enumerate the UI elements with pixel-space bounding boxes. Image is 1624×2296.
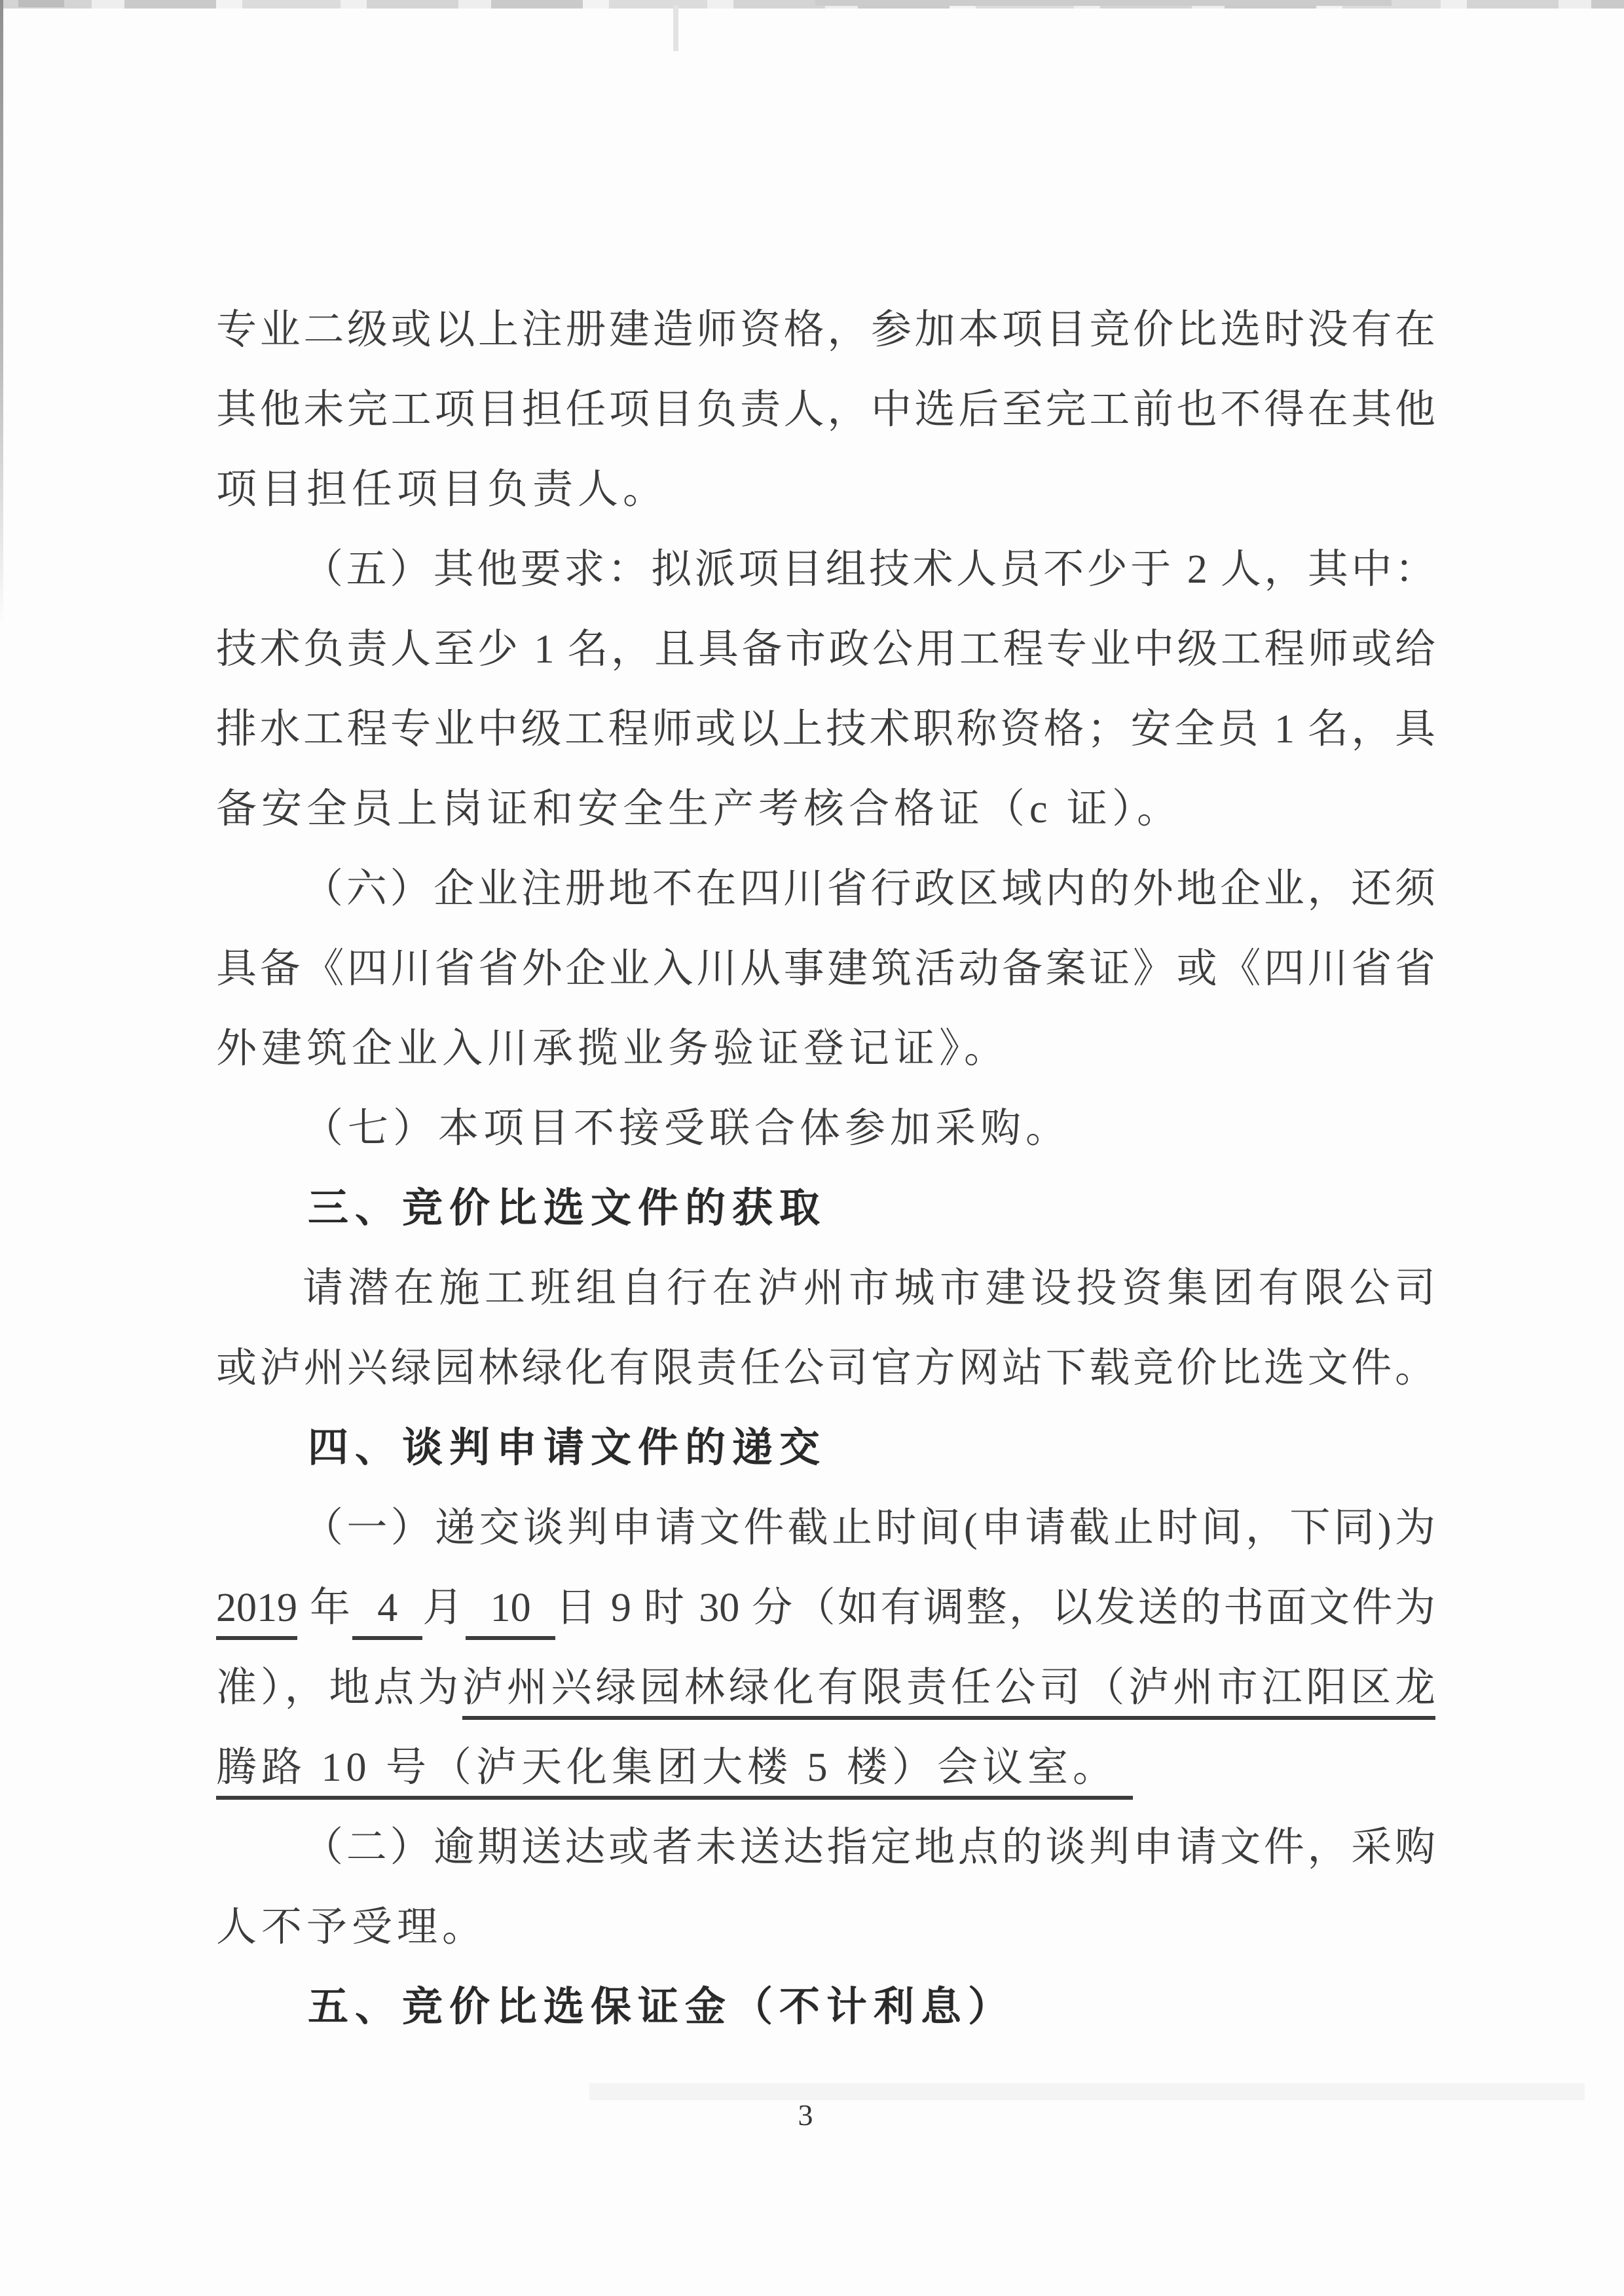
- scan-artifact-top-mark: [18, 0, 64, 7]
- text-segment: （二）逾期送达或者未送达指定地点的谈判申请文件，采购: [303, 1825, 1435, 1870]
- section-heading: [216, 1169, 1435, 1248]
- text-segment: 技术负责人至少 1 名，且具备市政公用工程专业中级工程师或给: [216, 627, 1435, 672]
- text-line: [216, 1728, 1435, 1808]
- text-line: [216, 1808, 1435, 1887]
- underlined-text: 4: [352, 1586, 422, 1640]
- text-segment: 四、谈判申请文件的递交: [308, 1425, 827, 1470]
- text-segment: 或泸州兴绿园林绿化有限责任公司官方网站下载竞价比选文件。: [216, 1346, 1435, 1391]
- text-segment: 三、竞价比选文件的获取: [308, 1186, 827, 1231]
- text-line: [216, 849, 1435, 929]
- text-line: [216, 769, 1435, 849]
- text-line: [216, 1568, 1435, 1648]
- text-segment: （六）企业注册地不在四川省行政区域内的外地企业，还须: [303, 867, 1435, 911]
- text-segment: （七）本项目不接受联合体参加采购。: [303, 1106, 1071, 1151]
- text-segment: 项目担任项目负责人。: [216, 467, 669, 512]
- text-segment: 备安全员上岗证和安全生产考核合格证（c 证）。: [216, 787, 1183, 831]
- page-number: 3: [798, 2098, 813, 2132]
- text-line: [216, 1887, 1435, 1967]
- text-segment: 五、竞价比选保证金（不计利息）: [308, 1984, 1016, 2030]
- underlined-text: 泸州兴绿园林绿化有限责任公司（泸州市江阳区龙: [462, 1666, 1435, 1720]
- text-line: [216, 1089, 1435, 1169]
- text-segment: 外建筑企业入川承揽业务验证登记证》。: [216, 1027, 1010, 1071]
- text-line: [216, 1248, 1435, 1328]
- text-segment: （一）递交谈判申请文件截止时间(申请截止时间，下同)为: [303, 1506, 1435, 1550]
- underlined-text: 腾路 10 号（泸天化集团大楼 5 楼）会议室。: [216, 1745, 1133, 1800]
- text-segment: 其他未完工项目担任项目负责人，中选后至完工前也不得在其他: [216, 388, 1435, 432]
- section-heading: [216, 1967, 1435, 2047]
- text-line: [216, 370, 1435, 450]
- text-segment: 年: [297, 1586, 353, 1630]
- text-line: [216, 1488, 1435, 1568]
- text-line: [216, 1648, 1435, 1728]
- text-line: [216, 530, 1435, 610]
- text-segment: 排水工程专业中级工程师或以上技术职称资格；安全员 1 名，具: [216, 707, 1435, 752]
- scan-artifact-top-mark: [815, 0, 1392, 6]
- scan-artifact-smudge: [673, 5, 678, 51]
- text-line: [216, 689, 1435, 769]
- text-line: [216, 290, 1435, 370]
- text-segment: 具备《四川省省外企业入川从事建筑活动备案证》或《四川省省: [216, 947, 1435, 991]
- text-segment: （五）其他要求：拟派项目组技术人员不少于 2 人，其中：: [303, 547, 1435, 592]
- text-line: [216, 929, 1435, 1009]
- scan-artifact-left-edge: [0, 0, 3, 629]
- text-segment: 人不予受理。: [216, 1905, 488, 1950]
- section-heading: [216, 1408, 1435, 1488]
- text-segment: 日 9 时 30 分（如有调整，以发送的书面文件为: [555, 1586, 1435, 1630]
- text-line: [216, 1009, 1435, 1089]
- text-segment: 专业二级或以上注册建造师资格，参加本项目竞价比选时没有在: [216, 308, 1435, 352]
- text-segment: 请潜在施工班组自行在泸州市城市建设投资集团有限公司: [303, 1266, 1435, 1311]
- text-segment: 月: [422, 1586, 466, 1630]
- text-line: [216, 610, 1435, 689]
- underlined-text: 2019: [216, 1586, 297, 1640]
- text-segment: 准），地点为: [216, 1666, 462, 1710]
- document-body: [216, 290, 1435, 2047]
- text-line: [216, 1328, 1435, 1408]
- text-line: [216, 450, 1435, 530]
- underlined-text: 10: [466, 1586, 556, 1640]
